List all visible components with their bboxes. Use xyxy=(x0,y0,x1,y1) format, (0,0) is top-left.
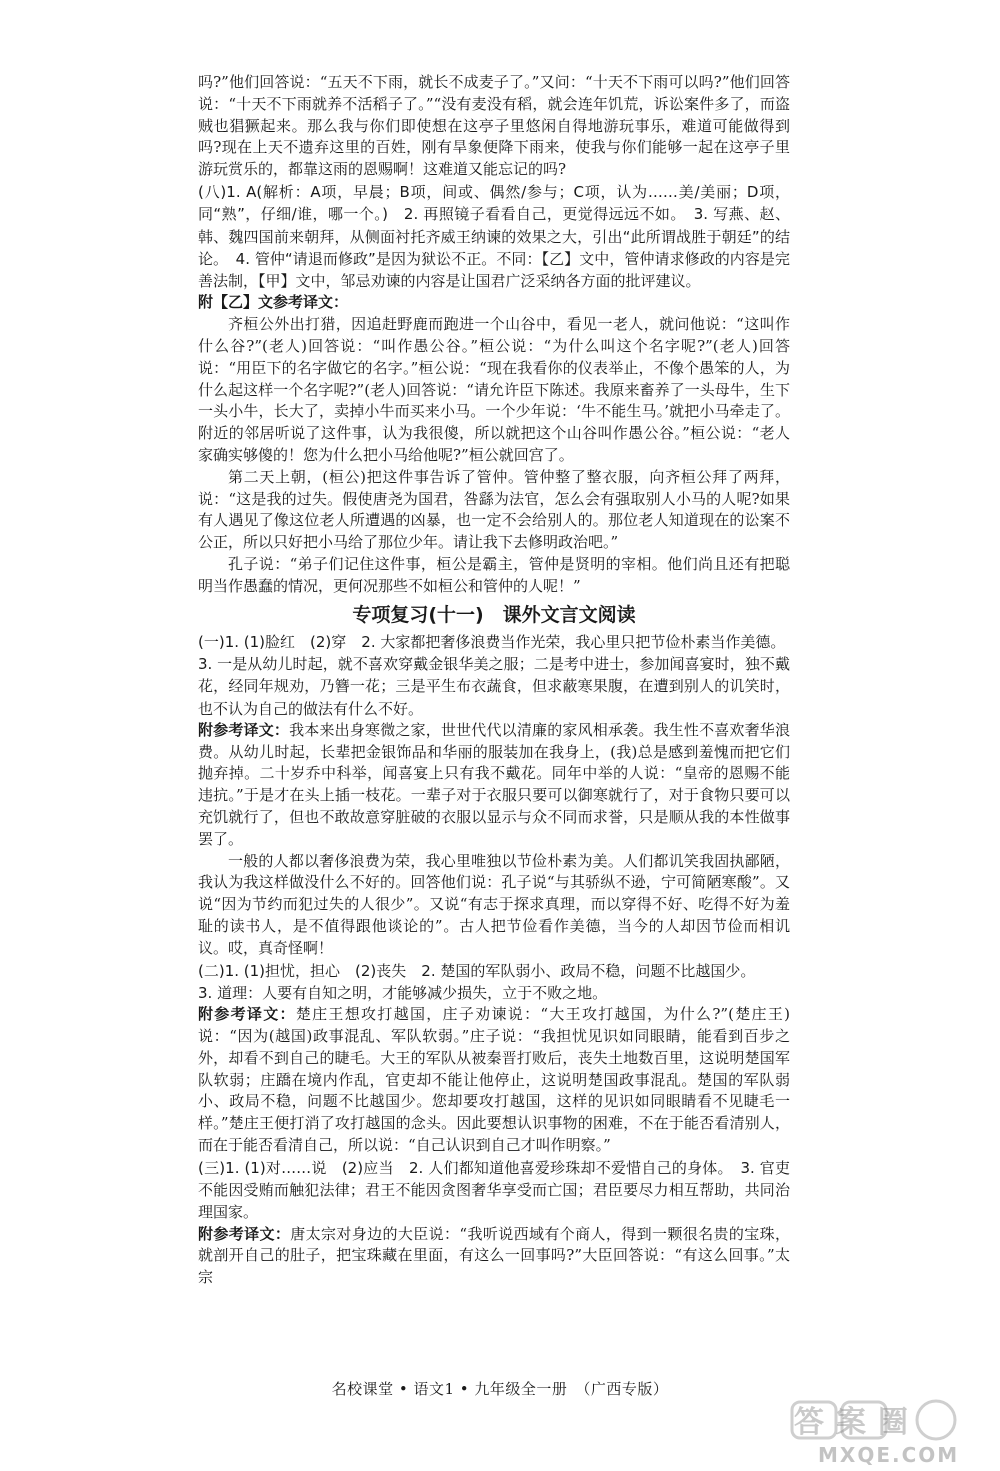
translation-label: 附参考译文： xyxy=(198,720,290,739)
translation-label: 附【乙】文参考译文： xyxy=(198,293,349,312)
translation-label: 附参考译文： xyxy=(198,1224,291,1243)
section1-answer-1: (一)1. (1)脸红 (2)穿 2. 大家都把奢侈浪费当作光荣，我心里只把节俭朴素当作美德。 xyxy=(198,632,786,651)
section8-translation-p3: 孔子说：“弟子们记住这件事，桓公是霸主，管仲是贤明的宰相。他们尚且还有把聪明当作愚蠢的情况，更何况那些不如桓公和管仲的人呢！” xyxy=(198,555,790,595)
section8-translation-label xyxy=(198,292,790,314)
section1-translation-p1: 我本来出身寒微之家，世世代代以清廉的家风相承袭。我生性不喜欢奢华浪费。从幼儿时起，长辈把金银饰品和华丽的服装加在我身上，(我)总是感到羞愧而把它们抛弃掉。二十岁乔中科举，闻喜宴上只有我不戴花。同年中举的人说：“皇帝的恩赐不能违抗。”于是才在头上插一枝花。一辈子对于衣服只要可以御寒就行了，对于食物只要可以充饥就行了，但也不敢故意穿脏破的衣服以显示与众不同而求誉，只是顺从我的本性做事罢了。 xyxy=(198,720,790,848)
section8-answer: (八)1. A(解析：A项，早晨；B项，间或、偶然/参与；C项，认为……美/美丽；D项，同“熟”，仔细/谁，哪一个。) 2. 再照镜子看看自己，更觉得远远不如。 3. 写燕、赵、韩、魏四国前来朝拜，从侧面衬托齐威王纳谏的效果之大，引出“此所谓战胜于朝廷”的结论。 4. 管仲“请退而修政”是因为狱讼不正。不同：【乙】文中，管仲请求修政的内容是完善法制，【甲】文中，邹忌劝谏的内容是让国君广泛采纳各方面的批评建议。 xyxy=(198,182,790,291)
section3-translation-p1: 唐太宗对身边的大臣说：“我听说西域有个商人，得到一颗很名贵的宝珠，就剖开自己的肚子，把宝珠藏在里面，有这么一回事吗?”大臣回答说：“有这么回事。”太宗 xyxy=(198,1224,790,1287)
watermark-bottom-text: MXQE.COM xyxy=(818,1443,960,1467)
section2-translation xyxy=(198,1004,790,1157)
section8-translation-p1: 齐桓公外出打猎，因追赶野鹿而跑进一个山谷中，看见一老人，就问他说：“这叫作什么谷?”(老人)回答说：“叫作愚公谷。”桓公说：“为什么叫这个名字呢?”(老人)回答说：“用臣下的名字做它的名字。”桓公说：“现在我看你的仪表举止，不像个愚笨的人，为什么起这样一个名字呢?”(老人)回答说：“请允许臣下陈述。我原来畜养了一头母牛，生下一头小牛，长大了，卖掉小牛而买来小马。一个少年说：‘牛不能生马。’就把小马牵走了。附近的邻居听说了这件事，认为我很傻，所以就把这个山谷叫作愚公谷。”桓公说：“老人家确实够傻的！您为什么把小马给他呢?”桓公就回宫了。 xyxy=(198,315,790,465)
section1-translation-p2: 一般的人都以奢侈浪费为荣，我心里唯独以节俭朴素为美。人们都讥笑我固执鄙陋，我认为我这样做没什么不好的。回答他们说：孔子说“与其骄纵不逊，宁可简陋寒酸”。又说“因为节约而犯过失的人很少”。又说“有志于探求真理，而以穿得不好、吃得不好为羞耻的读书人，是不值得跟他谈论的”。古人把节俭看作美德，当今的人却因节俭而相讥议。哎，真奇怪啊！ xyxy=(198,851,790,957)
section1-answer-2: 3. 一是从幼儿时起，就不喜欢穿戴金银华美之服；二是考中进士，参加闻喜宴时，独不戴花，经同年规劝，乃簪一花；三是平生布衣蔬食，但求蔽寒果腹，在遭到别人的讥笑时，也不认为自己的做法有什么不好。 xyxy=(198,654,790,718)
section3-answer-1: (三)1. (1)对……说 (2)应当 2. 人们都知道他喜爱珍珠却不爱惜自己的身体。 3. 官吏不能因受贿而触犯法律；君王不能因贪图奢华享受而亡国；君臣要尽力相互帮助，共同治理国家。 xyxy=(198,1158,790,1222)
section-heading: 专项复习(十一) 课外文言文阅读 xyxy=(352,603,636,626)
translation-label: 附参考译文： xyxy=(198,1005,296,1024)
section3-translation xyxy=(198,1224,790,1289)
watermark-top-text: 答案圈 xyxy=(794,1405,920,1440)
section2-answer-1: (二)1. (1)担忧，担心 (2)丧失 2. 楚国的军队弱小、政局不稳，问题不比越国少。 xyxy=(198,961,756,980)
page-footer: 名校课堂 • 语文1 • 九年级全一册 （广西专版） xyxy=(331,1380,669,1398)
continuation-paragraph: 吗?”他们回答说：“五天不下雨，就长不成麦子了。”又问：“十天不下雨可以吗?”他们回答说：“十天不下雨就养不活稻子了。”“没有麦没有稻，就会连年饥荒，诉讼案件多了，而盗贼也猖獗起来。那么我与你们即使想在这亭子里悠闲自得地游玩事乐，难道可能做得到吗?现在上天不遗弃这里的百姓，刚有旱象便降下雨来，使我与你们能够一起在这亭子里游玩赏乐的，都靠这雨的恩赐啊！这难道又能忘记的吗? xyxy=(198,73,790,179)
section1-translation xyxy=(198,720,790,851)
watermark-logo xyxy=(786,1398,982,1468)
section2-answer-2: 3. 道理：人要有自知之明，才能够减少损失，立于不败之地。 xyxy=(198,983,608,1002)
section2-translation-p1: 楚庄王想攻打越国，庄子劝谏说：“大王攻打越国，为什么?”(楚庄王)说：“因为(越国)政事混乱、军队软弱。”庄子说：“我担忧见识如同眼睛，能看到百步之外，却看不到自己的睫毛。大王的军队从被秦晋打败后，丧失土地数百里，这说明楚国军队软弱；庄蹻在境内作乱，官吏却不能让他停止，这说明楚国政事混乱。楚国的军队弱小、政局不稳，问题不比越国少。您却要攻打越国，这样的见识如同眼睛看不见睫毛一样。”楚庄王便打消了攻打越国的念头。因此要想认识事物的困难，不在于能否看清别人，而在于能否看清自己，所以说：“自己认识到自己才叫作明察。” xyxy=(198,1005,790,1154)
section8-translation-p2: 第二天上朝，(桓公)把这件事告诉了管仲。管仲整了整衣服，向齐桓公拜了两拜，说：“这是我的过失。假使唐尧为国君，咎繇为法官，怎么会有强取别人小马的人呢?如果有人遇见了像这位老人所遭遇的凶暴，也一定不会给别人的。那位老人知道现在的讼案不公正，所以只好把小马给了那位少年。请让我下去修明政治吧。” xyxy=(198,467,790,552)
